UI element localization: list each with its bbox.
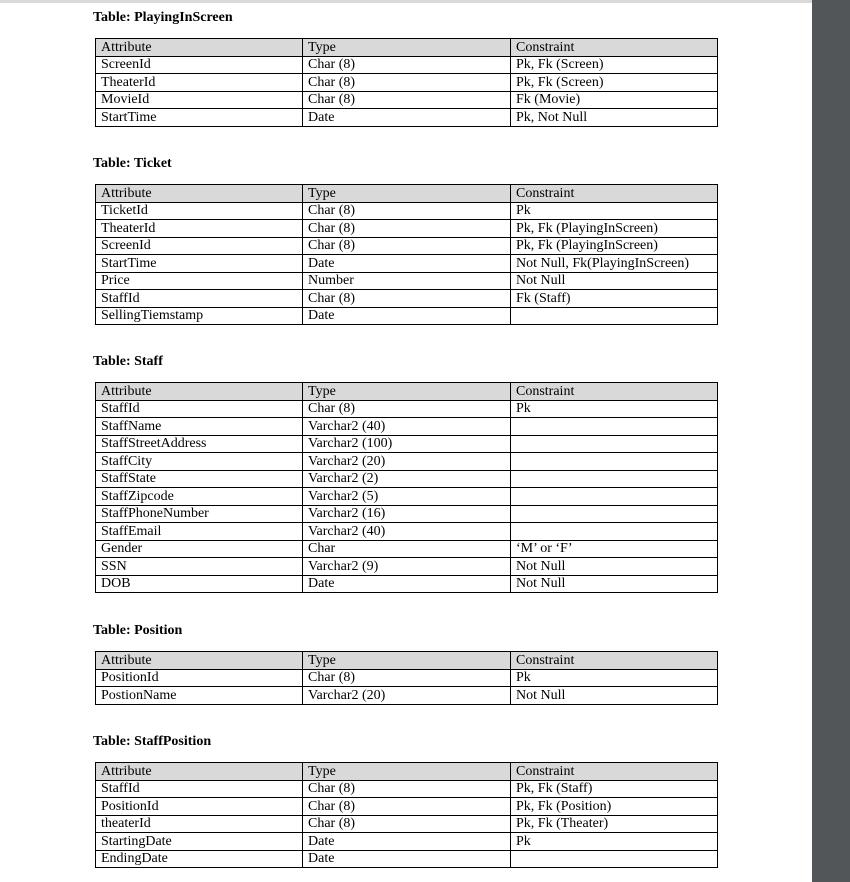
table-row	[96, 505, 718, 523]
table-row	[96, 815, 718, 833]
table-row	[96, 470, 718, 488]
header-constraint: Constraint	[511, 383, 718, 401]
table-row	[96, 290, 718, 308]
cell-attribute: TheaterId	[96, 74, 303, 92]
cell-type: Char (8)	[303, 74, 511, 92]
cell-constraint: Pk	[511, 833, 718, 851]
cell-type: Char (8)	[303, 290, 511, 308]
cell-constraint	[511, 453, 718, 471]
cell-constraint	[511, 307, 718, 325]
table-header-row	[96, 39, 718, 57]
table-title-playinginscreen: Table: PlayingInScreen	[93, 10, 233, 25]
header-type: Type	[303, 763, 511, 781]
cell-attribute: StartTime	[96, 255, 303, 273]
cell-type: Date	[303, 850, 511, 868]
header-type: Type	[303, 383, 511, 401]
table-row	[96, 669, 718, 687]
table-title-position: Table: Position	[93, 623, 183, 638]
cell-type: Char (8)	[303, 798, 511, 816]
table-row	[96, 74, 718, 92]
table-row	[96, 202, 718, 220]
table-row	[96, 220, 718, 238]
table-row	[96, 798, 718, 816]
cell-type: Char (8)	[303, 780, 511, 798]
cell-attribute: StaffId	[96, 290, 303, 308]
cell-constraint: Not Null	[511, 558, 718, 576]
cell-type: Char (8)	[303, 237, 511, 255]
table-header-row	[96, 652, 718, 670]
cell-attribute: PositionId	[96, 669, 303, 687]
cell-constraint: Not Null	[511, 272, 718, 290]
cell-attribute: StaffCity	[96, 453, 303, 471]
table-row	[96, 435, 718, 453]
cell-attribute: Price	[96, 272, 303, 290]
cell-attribute: StaffName	[96, 418, 303, 436]
cell-attribute: ScreenId	[96, 56, 303, 74]
header-type: Type	[303, 652, 511, 670]
cell-constraint: Pk, Fk (Screen)	[511, 56, 718, 74]
table-staffposition	[95, 762, 718, 868]
cell-type: Char (8)	[303, 815, 511, 833]
table-row	[96, 418, 718, 436]
cell-attribute: SellingTiemstamp	[96, 307, 303, 325]
header-constraint: Constraint	[511, 39, 718, 57]
cell-constraint: Fk (Staff)	[511, 290, 718, 308]
cell-type: Varchar2 (16)	[303, 505, 511, 523]
table-row	[96, 488, 718, 506]
cell-type: Char	[303, 540, 511, 558]
table-row	[96, 109, 718, 127]
cell-attribute: PostionName	[96, 687, 303, 705]
cell-constraint: Pk, Not Null	[511, 109, 718, 127]
cell-constraint	[511, 523, 718, 541]
header-type: Type	[303, 185, 511, 203]
cell-constraint: ‘M’ or ‘F’	[511, 540, 718, 558]
cell-attribute: StaffState	[96, 470, 303, 488]
cell-attribute: StaffZipcode	[96, 488, 303, 506]
cell-attribute: EndingDate	[96, 850, 303, 868]
cell-type: Varchar2 (100)	[303, 435, 511, 453]
header-type: Type	[303, 39, 511, 57]
table-header-row	[96, 185, 718, 203]
cell-constraint: Pk, Fk (Screen)	[511, 74, 718, 92]
cell-type: Varchar2 (2)	[303, 470, 511, 488]
table-title-staff: Table: Staff	[93, 354, 163, 369]
table-header-row	[96, 383, 718, 401]
cell-constraint	[511, 505, 718, 523]
table-row	[96, 255, 718, 273]
table-row	[96, 575, 718, 593]
table-row	[96, 558, 718, 576]
cell-type: Date	[303, 255, 511, 273]
table-staff	[95, 382, 718, 593]
table-row	[96, 523, 718, 541]
cell-constraint	[511, 850, 718, 868]
cell-attribute: TicketId	[96, 202, 303, 220]
cell-type: Char (8)	[303, 202, 511, 220]
table-row	[96, 237, 718, 255]
cell-attribute: SSN	[96, 558, 303, 576]
cell-type: Date	[303, 307, 511, 325]
cell-constraint: Not Null, Fk(PlayingInScreen)	[511, 255, 718, 273]
cell-attribute: StaffPhoneNumber	[96, 505, 303, 523]
cell-type: Char (8)	[303, 91, 511, 109]
header-attribute: Attribute	[96, 383, 303, 401]
header-constraint: Constraint	[511, 185, 718, 203]
table-row	[96, 540, 718, 558]
cell-constraint: Fk (Movie)	[511, 91, 718, 109]
cell-attribute: StartTime	[96, 109, 303, 127]
cell-attribute: theaterId	[96, 815, 303, 833]
table-ticket	[95, 184, 718, 325]
cell-constraint	[511, 435, 718, 453]
table-position	[95, 651, 718, 705]
header-attribute: Attribute	[96, 763, 303, 781]
cell-attribute: TheaterId	[96, 220, 303, 238]
cell-type: Date	[303, 575, 511, 593]
table-row	[96, 56, 718, 74]
cell-constraint: Not Null	[511, 687, 718, 705]
table-title-ticket: Table: Ticket	[93, 156, 172, 171]
table-playinginscreen	[95, 38, 718, 127]
cell-type: Char (8)	[303, 56, 511, 74]
table-row	[96, 687, 718, 705]
cell-attribute: StaffId	[96, 400, 303, 418]
cell-attribute: StaffId	[96, 780, 303, 798]
cell-constraint: Pk	[511, 400, 718, 418]
cell-type: Varchar2 (40)	[303, 418, 511, 436]
cell-type: Char (8)	[303, 220, 511, 238]
header-constraint: Constraint	[511, 652, 718, 670]
cell-type: Char (8)	[303, 400, 511, 418]
table-row	[96, 307, 718, 325]
cell-constraint	[511, 470, 718, 488]
cell-type: Date	[303, 109, 511, 127]
cell-attribute: StaffStreetAddress	[96, 435, 303, 453]
cell-constraint	[511, 488, 718, 506]
table-row	[96, 91, 718, 109]
cell-type: Varchar2 (40)	[303, 523, 511, 541]
header-attribute: Attribute	[96, 185, 303, 203]
cell-constraint: Pk, Fk (Position)	[511, 798, 718, 816]
cell-type: Varchar2 (5)	[303, 488, 511, 506]
cell-attribute: MovieId	[96, 91, 303, 109]
cell-type: Varchar2 (20)	[303, 453, 511, 471]
table-row	[96, 453, 718, 471]
table-row	[96, 833, 718, 851]
table-row	[96, 780, 718, 798]
cell-constraint: Pk, Fk (Theater)	[511, 815, 718, 833]
cell-constraint: Pk, Fk (PlayingInScreen)	[511, 220, 718, 238]
cell-type: Varchar2 (9)	[303, 558, 511, 576]
header-attribute: Attribute	[96, 652, 303, 670]
cell-constraint: Pk	[511, 669, 718, 687]
viewer-scroll-gutter[interactable]	[812, 0, 850, 882]
cell-attribute: ScreenId	[96, 237, 303, 255]
cell-type: Date	[303, 833, 511, 851]
cell-attribute: StartingDate	[96, 833, 303, 851]
header-attribute: Attribute	[96, 39, 303, 57]
cell-type: Char (8)	[303, 669, 511, 687]
cell-constraint: Pk	[511, 202, 718, 220]
table-row	[96, 272, 718, 290]
cell-type: Number	[303, 272, 511, 290]
table-title-staffposition: Table: StaffPosition	[93, 734, 212, 749]
cell-attribute: DOB	[96, 575, 303, 593]
cell-type: Varchar2 (20)	[303, 687, 511, 705]
cell-attribute: StaffEmail	[96, 523, 303, 541]
cell-attribute: PositionId	[96, 798, 303, 816]
table-header-row	[96, 763, 718, 781]
cell-attribute: Gender	[96, 540, 303, 558]
cell-constraint: Pk, Fk (PlayingInScreen)	[511, 237, 718, 255]
table-row	[96, 400, 718, 418]
cell-constraint	[511, 418, 718, 436]
cell-constraint: Not Null	[511, 575, 718, 593]
header-constraint: Constraint	[511, 763, 718, 781]
cell-constraint: Pk, Fk (Staff)	[511, 780, 718, 798]
table-row	[96, 850, 718, 868]
